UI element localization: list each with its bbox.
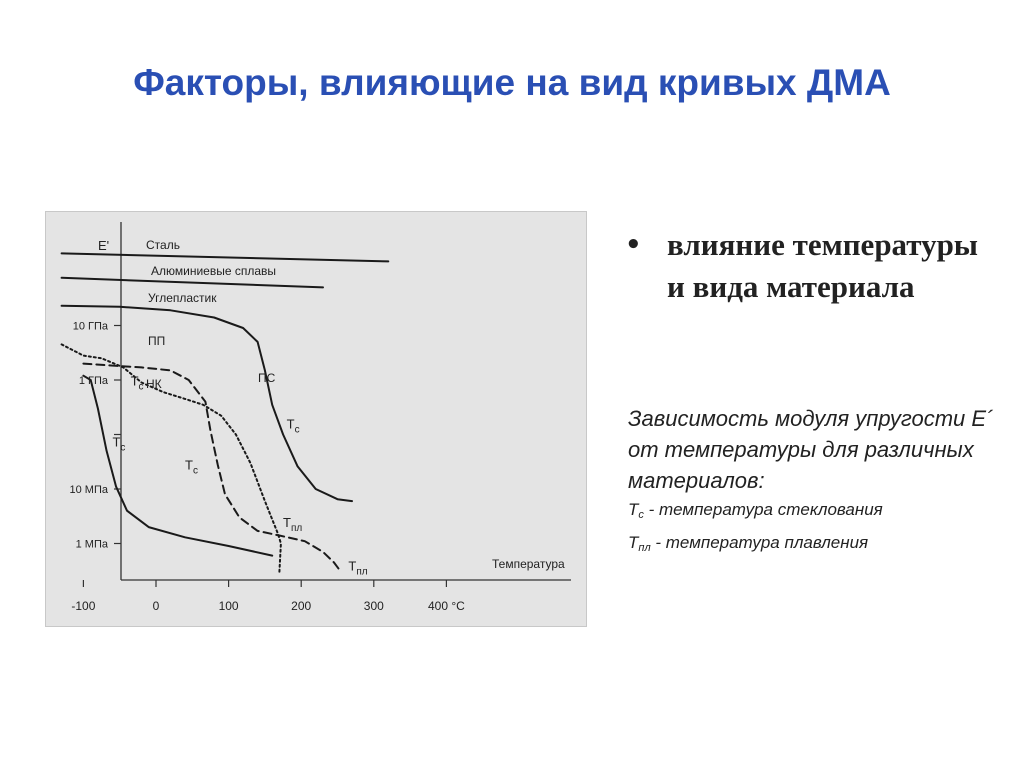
tpl-subscript: пл <box>638 542 651 554</box>
series-label-aluminium: Алюминиевые сплавы <box>151 264 277 278</box>
dma-chart-figure <box>45 211 587 627</box>
y-tick-label: 1 МПа <box>75 538 108 551</box>
x-ticks <box>71 580 465 613</box>
series-line-nr <box>83 376 272 556</box>
x-axis <box>121 557 571 580</box>
series-label-ps: ПС <box>258 371 276 385</box>
annotations <box>112 373 367 577</box>
y-axis <box>98 222 121 580</box>
slide-title: Факторы, влияющие на вид кривых ДМА <box>133 62 891 103</box>
tc-annotation: $T_c$ <box>130 373 144 393</box>
series-label-steel: Сталь <box>146 238 180 252</box>
caption-tc-definition <box>628 496 1008 529</box>
tpl-text: - температура плавления <box>650 533 869 552</box>
series-labels <box>146 238 276 391</box>
x-tick-label: 200 <box>291 599 312 613</box>
caption-tpl-definition <box>628 529 1008 562</box>
y-tick-label: 10 ГПа <box>72 320 108 333</box>
x-tick-label: -100 <box>71 599 96 613</box>
tpl-annotation: $T_{пл}$ <box>283 515 303 535</box>
series-line-ps <box>83 364 341 572</box>
y-axis-label: E' <box>98 238 110 253</box>
x-tick-label: 100 <box>218 599 239 613</box>
series-label-cfrp: Углепластик <box>148 291 217 305</box>
y-tick-label: 10 МПа <box>69 484 108 496</box>
x-tick-label: 300 <box>363 599 384 613</box>
series-layer <box>62 253 389 572</box>
tc-text: - температура стеклования <box>643 500 883 519</box>
x-tick-label: 400 °C <box>427 599 465 613</box>
tpl-symbol: T <box>628 533 639 552</box>
y-tick-label: 1 ГПа <box>78 375 108 387</box>
chart-caption <box>628 403 1008 562</box>
tc-annotation: $T_c$ <box>286 416 300 436</box>
tc-subscript: c <box>638 509 644 521</box>
x-tick-label: 0 <box>152 599 160 613</box>
series-line-steel <box>62 253 389 261</box>
series-label-nr: НК <box>146 377 162 391</box>
x-axis-label: Температура <box>492 557 565 571</box>
series-line-aluminium <box>62 278 323 288</box>
dma-chart <box>46 212 586 626</box>
tc-annotation: $T_c$ <box>185 457 198 477</box>
bullet-text: влияние температуры и вида материала <box>667 227 979 304</box>
tc-symbol: T <box>628 500 639 519</box>
series-line-cfrp <box>62 306 352 501</box>
caption-main: Зависимость модуля упругости E´ от температуры для различных материалов: <box>628 406 994 493</box>
bullet-dot-icon: • <box>625 230 642 260</box>
series-label-pp: ПП <box>148 334 166 348</box>
tc-annotation: $T_c$ <box>112 434 126 454</box>
tpl-annotation: $T_{пл}$ <box>348 558 368 578</box>
